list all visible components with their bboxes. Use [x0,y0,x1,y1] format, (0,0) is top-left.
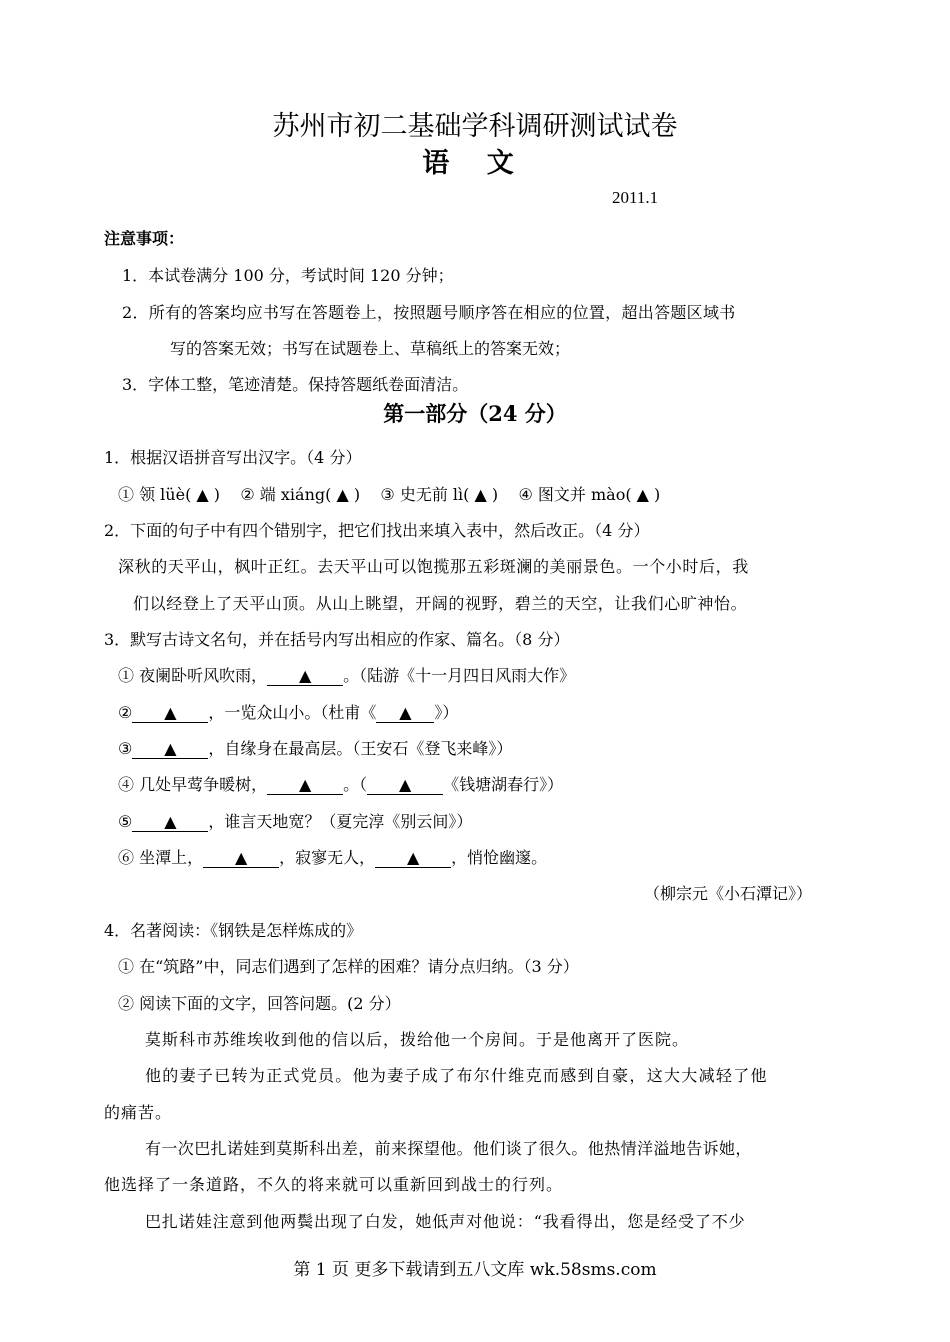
notes-heading: 注意事项： [104,229,185,248]
reading-paragraph-4: 巴扎诺娃注意到他两鬓出现了白发，她低声对他说：“我看得出，您是经受了不少 [145,1212,746,1231]
q3-line-4 [118,772,563,795]
reading-paragraph-2-cont: 的痛苦。 [104,1103,173,1122]
q3-line-3-text: ，自缘身在最高层。（王安石《登飞来峰》） [208,739,513,758]
q3-line-5 [118,809,472,832]
q2-stem: 2．下面的句子中有四个错别字，把它们找出来填入表中，然后改正。（4 分） [104,521,650,540]
q4-sub-1: ① 在“筑路”中，同志们遇到了怎样的困难？请分点归纳。（3 分） [118,957,579,976]
q3-line-2-close: 》） [434,703,459,722]
note-item-3: 3．字体工整，笔迹清楚。保持答题纸卷面清洁。 [122,375,469,394]
q3-line-2-num: ② [118,703,133,722]
q3-line-6-end: ，悄怆幽邃。 [451,848,548,867]
q3-line-1-text: ① 夜阑卧听风吹雨， [118,666,268,685]
q1-stem: 1．根据汉语拼音写出汉字。（4 分） [104,448,362,467]
q3-line-6-text: ⑥ 坐潭上， [118,848,204,867]
q4-stem: 4．名著阅读：《钢铁是怎样炼成的》 [104,921,363,940]
q1-items: ① 领 lüè( ▲ ) ② 端 xiáng( ▲ ) ③ 史无前 lì( ▲ ) ④ 图文并 mào( ▲ ) [118,485,661,504]
q3-stem: 3．默写古诗文名句，并在括号内写出相应的作家、篇名。（8 分） [104,630,570,649]
q3-line-6 [118,845,547,868]
answer-blank: ▲ [267,667,343,686]
answer-blank: ▲ [132,740,208,759]
exam-title: 苏州市初二基础学科调研测试试卷 [272,111,678,142]
q3-line-1-source: 。（陆游《十一月四日风雨大作》 [343,666,576,685]
q3-line-1 [118,663,575,686]
q3-line-6-source: （柳宗元《小石潭记》） [644,884,813,903]
q3-line-5-text: ，谁言天地宽？（夏完淳《别云间》） [208,812,473,831]
q2-text-line-1: 深秋的天平山，枫叶正红。去天平山可以饱揽那五彩斑澜的美丽景色。一个小时后，我 [118,557,749,576]
note-item-1: 1．本试卷满分 100 分，考试时间 120 分钟； [122,266,454,285]
answer-blank: ▲ [375,849,451,868]
subject-title: 语 文 [422,148,528,179]
page-footer: 第 1 页 更多下载请到五八文库 wk.58sms.com [293,1260,657,1280]
q3-line-2 [118,700,458,723]
q3-line-2-text: ，一览众山小。（杜甫《 [208,703,377,722]
q3-line-3-num: ③ [118,739,133,758]
q3-line-4-text: ④ 几处早莺争暖树， [118,775,268,794]
answer-blank: ▲ [132,704,208,723]
reading-paragraph-1: 莫斯科市苏维埃收到他的信以后，拨给他一个房间。于是他离开了医院。 [145,1030,690,1049]
answer-blank: ▲ [367,776,443,795]
q3-line-3 [118,736,512,759]
reading-paragraph-3-cont: 他选择了一条道路，不久的将来就可以重新回到战士的行列。 [104,1175,564,1194]
note-item-2-cont: 写的答案无效；书写在试题卷上、草稿纸上的答案无效； [170,339,571,358]
answer-blank: ▲ [132,813,208,832]
reading-paragraph-3: 有一次巴扎诺娃到莫斯科出差，前来探望他。他们谈了很久。他热情洋溢地告诉她， [145,1139,752,1158]
q3-line-5-num: ⑤ [118,812,133,831]
answer-blank: ▲ [203,849,279,868]
note-item-2: 2．所有的答案均应书写在答题卷上，按照题号顺序答在相应的位置，超出答题区域书 [122,303,736,322]
q3-line-6-mid: ，寂寥无人， [279,848,376,867]
part-one-heading: 第一部分（24 分） [383,401,567,426]
exam-date: 2011.1 [612,188,659,207]
q4-sub-2: ② 阅读下面的文字，回答问题。(2 分） [118,994,401,1013]
q2-text-line-2: 们以经登上了天平山顶。从山上眺望，开阔的视野，碧兰的天空，让我们心旷神怡。 [133,594,748,613]
answer-blank: ▲ [267,776,343,795]
q3-line-4-source: 《钱塘湖春行》） [443,775,564,794]
answer-blank: ▲ [376,704,434,723]
q3-line-4-mid: 。（ [343,775,368,794]
reading-paragraph-2: 他的妻子已转为正式党员。他为妻子成了布尔什维克而感到自豪，这大大减轻了他 [145,1066,768,1085]
